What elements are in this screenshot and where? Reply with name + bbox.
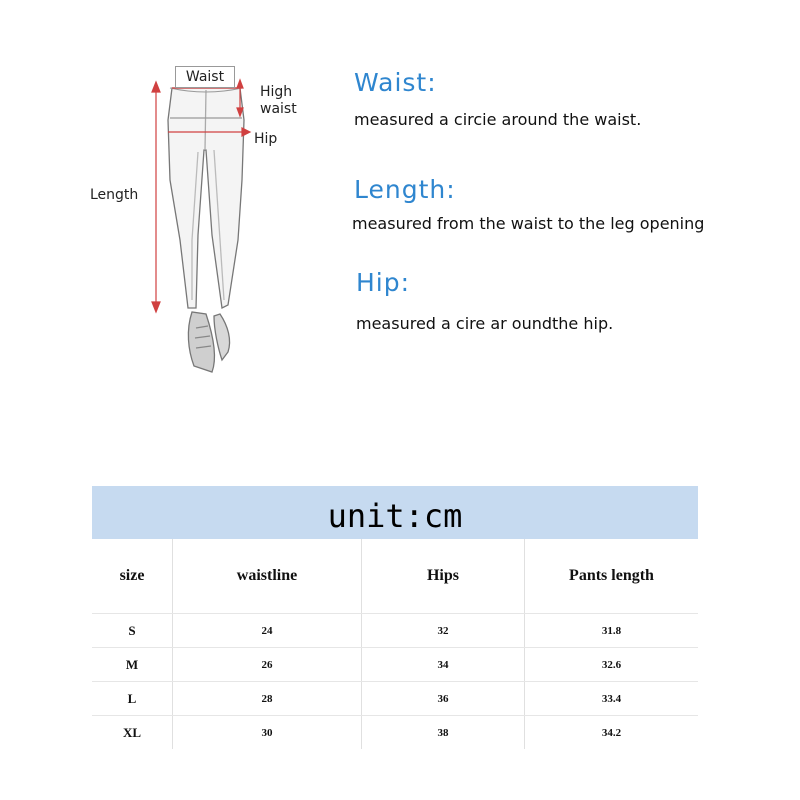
- cell-hips: 36: [362, 682, 525, 716]
- cell-hips: 38: [362, 716, 525, 750]
- table-row: [92, 614, 698, 648]
- cell-pants-length: 34.2: [601, 726, 622, 739]
- cell-hips: 32: [362, 614, 525, 648]
- cell-waistline: 30: [173, 716, 362, 750]
- cell-waistline: 26: [173, 648, 362, 682]
- col-header-hips: Hips: [362, 539, 525, 614]
- hip-label: Hip: [254, 131, 278, 147]
- high-waist-line2: waist: [260, 101, 297, 117]
- cell-pants-length: 32.6: [525, 648, 699, 682]
- cell-size: S: [92, 614, 173, 648]
- col-header-pants-length: Pants length: [525, 539, 699, 614]
- left-shoe: [188, 312, 214, 372]
- table-header-row: [92, 539, 698, 614]
- high-waist-label: [260, 84, 297, 118]
- cell-pants-length: 31.8: [525, 614, 699, 648]
- col-header-waistline: waistline: [173, 539, 362, 614]
- length-label: Length: [90, 187, 139, 203]
- hip-heading: Hip:: [356, 268, 411, 297]
- length-heading: Length:: [354, 175, 456, 204]
- cell-hips: 34: [362, 648, 525, 682]
- cell-size: M: [92, 648, 173, 682]
- right-shoe: [214, 314, 230, 360]
- cell-pants-length: 33.4: [525, 682, 699, 716]
- waist-label: Waist: [175, 66, 235, 88]
- measurement-arrows: [140, 70, 260, 320]
- hip-description: measured a cire ar oundthe hip.: [356, 314, 614, 333]
- high-waist-line1: High: [260, 84, 293, 100]
- table-row: [92, 682, 698, 716]
- col-header-size: size: [92, 539, 173, 614]
- cell-size: XL: [92, 716, 173, 750]
- size-chart-table: [92, 539, 698, 749]
- length-description: measured from the waist to the leg opening: [352, 214, 705, 233]
- unit-header: unit:cm: [92, 486, 698, 539]
- cell-size: L: [92, 682, 173, 716]
- waist-description: measured a circie around the waist.: [354, 110, 642, 129]
- table-row: [92, 648, 698, 682]
- cell-waistline: 24: [173, 614, 362, 648]
- cell-waistline: 28: [173, 682, 362, 716]
- waist-heading: Waist:: [354, 68, 437, 97]
- table-row: [92, 716, 698, 750]
